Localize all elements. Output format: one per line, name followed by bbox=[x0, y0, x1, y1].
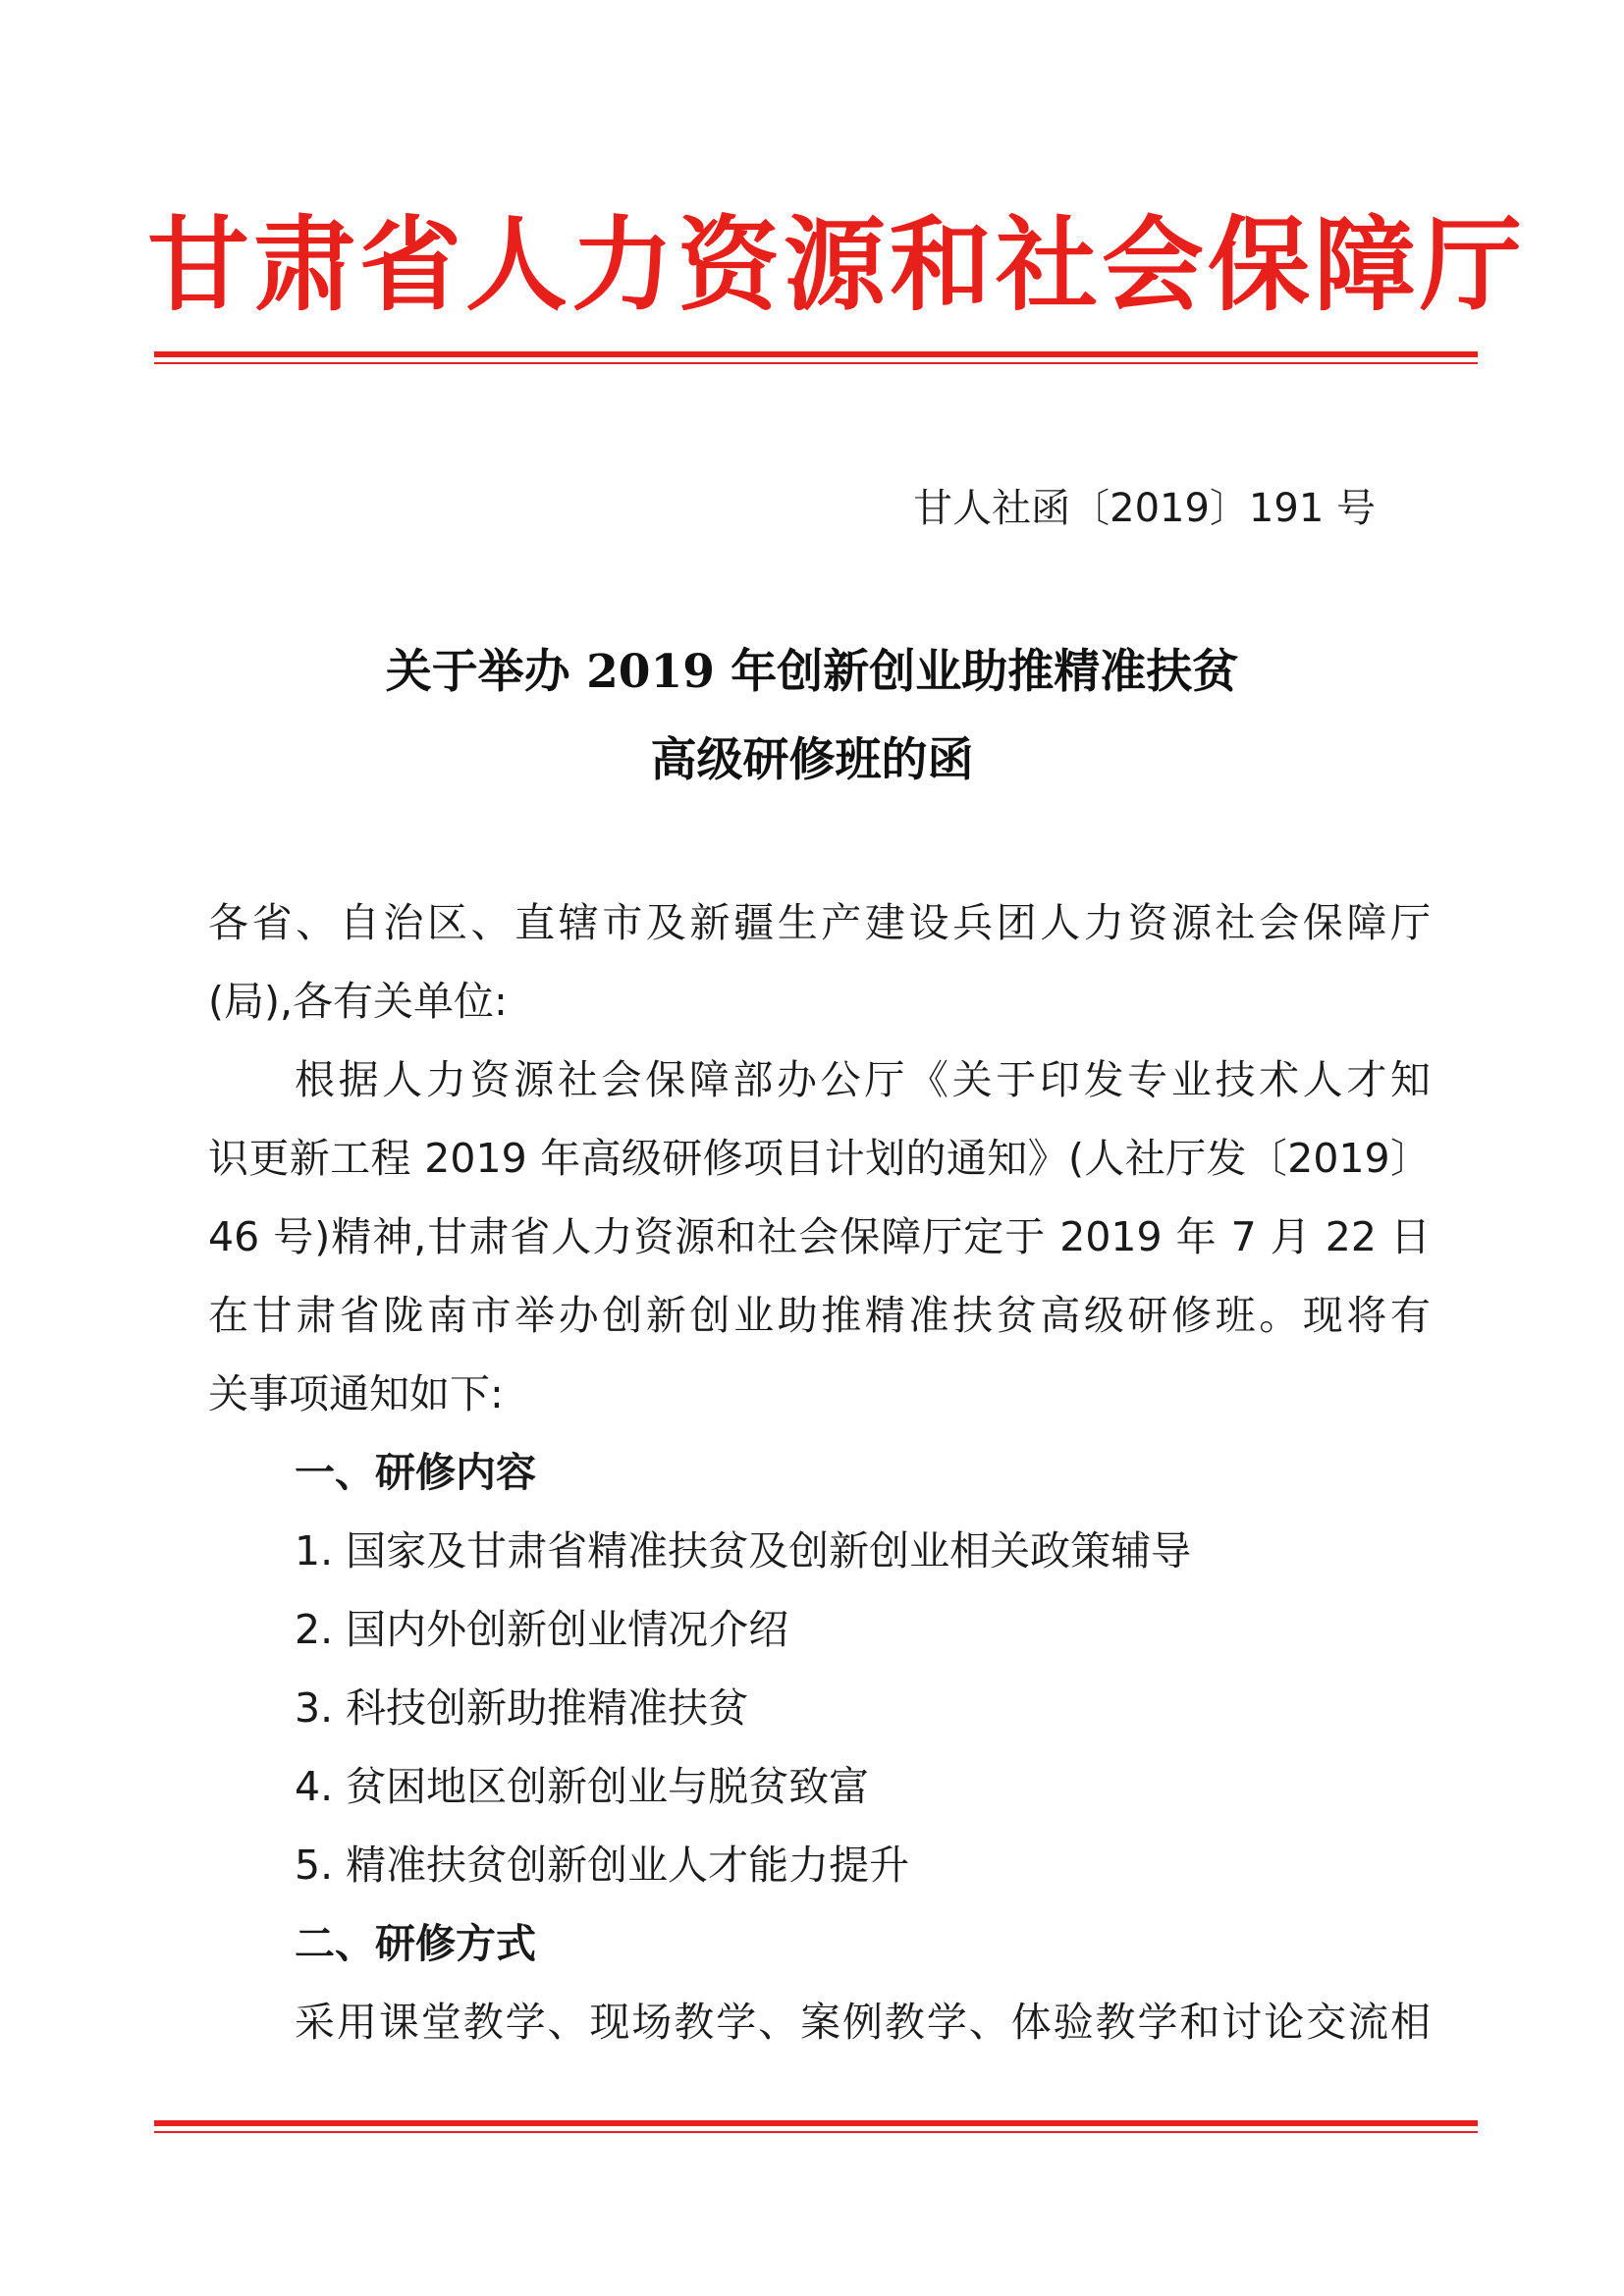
footer-red-rule bbox=[154, 2120, 1478, 2133]
section-1-item-1: 1. 国家及甘肃省精准扶贫及创新创业相关政策辅导 bbox=[295, 1527, 1192, 1575]
document-title-line-1: 关于举办 2019 年创新创业助推精准扶贫 bbox=[385, 645, 1239, 699]
letterhead-org-name: 甘肃省人力资源和社会保障厅 bbox=[147, 204, 1527, 325]
section-1-item-5: 5. 精准扶贫创新创业人才能力提升 bbox=[295, 1842, 910, 1889]
section-1-item-3: 3. 科技创新助推精准扶贫 bbox=[295, 1684, 749, 1732]
intro-line-3: 46 号)精神,甘肃省人力资源和社会保障厅定于 2019 年 7 月 22 日 bbox=[208, 1213, 1431, 1260]
section-2-line-1: 采用课堂教学、现场教学、案例教学、体验教学和讨论交流相 bbox=[295, 1999, 1431, 2046]
document-title-line-2: 高级研修班的函 bbox=[650, 733, 974, 787]
footer-rule-thin bbox=[154, 2131, 1478, 2133]
section-1-item-2: 2. 国内外创新创业情况介绍 bbox=[295, 1606, 789, 1653]
red-rule-thin bbox=[154, 362, 1478, 364]
red-rule-thick bbox=[154, 351, 1478, 357]
section-1-item-4: 4. 贫困地区创新创业与脱贫致富 bbox=[295, 1763, 870, 1810]
intro-line-1: 根据人力资源社会保障部办公厅《关于印发专业技术人才知 bbox=[295, 1056, 1431, 1103]
salutation-line-1: 各省、自治区、直辖市及新疆生产建设兵团人力资源社会保障厅 bbox=[208, 899, 1431, 946]
letterhead-red-rule bbox=[154, 351, 1478, 364]
intro-line-4: 在甘肃省陇南市举办创新创业助推精准扶贫高级研修班。现将有 bbox=[208, 1292, 1431, 1339]
document-number: 甘人社函〔2019〕191 号 bbox=[913, 486, 1376, 531]
section-2-heading: 二、研修方式 bbox=[295, 1920, 536, 1967]
intro-line-5: 关事项通知如下: bbox=[208, 1370, 504, 1417]
footer-rule-thick bbox=[154, 2120, 1478, 2126]
section-1-heading: 一、研修内容 bbox=[295, 1449, 536, 1496]
salutation-line-2: (局),各有关单位: bbox=[208, 978, 508, 1025]
intro-line-2: 识更新工程 2019 年高级研修项目计划的通知》(人社厅发〔2019〕 bbox=[208, 1135, 1431, 1182]
